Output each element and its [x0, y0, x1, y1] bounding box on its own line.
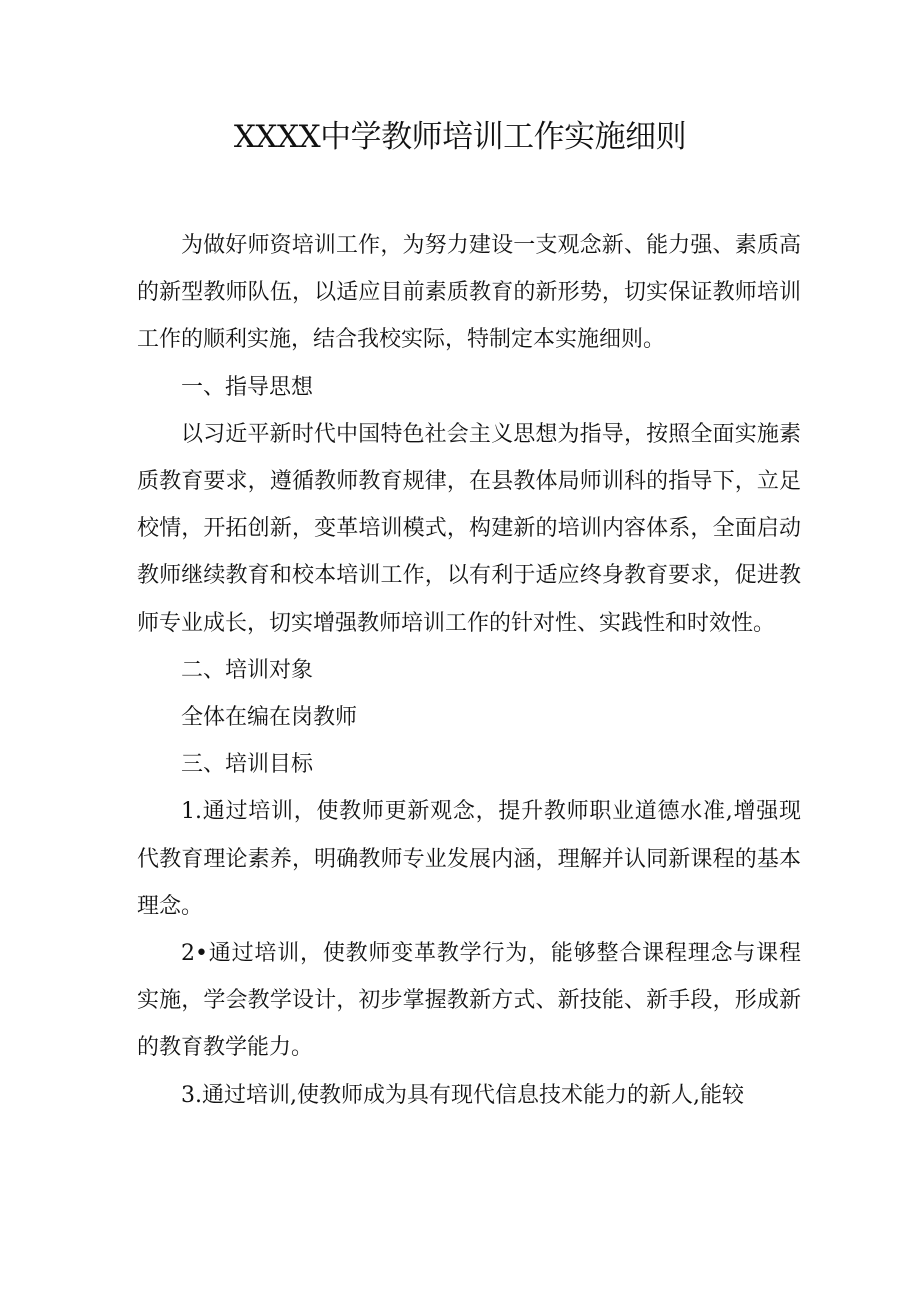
- goal-item-2: 2•通过培训，使教师变革教学行为，能够整合课程理念与课程实施，学会教学设计，初步掌握教新方式、新技能、新手段，形成新的教育教学能力。: [137, 941, 801, 1061]
- goal-item-1: 1.通过培训，使教师更新观念，提升教师职业道德水准,增强现代教育理论素养，明确教师专业发展内涵，理解并认同新课程的基本理念。: [137, 799, 801, 919]
- section-heading-training-goals: 三、培训目标: [181, 752, 314, 778]
- section-heading-training-target: 二、培训对象: [181, 657, 314, 683]
- document-title: XXXX中学教师培训工作实施细则: [233, 119, 687, 155]
- training-target-paragraph: 全体在编在岗教师: [181, 705, 358, 731]
- document-body: [137, 222, 801, 1119]
- intro-paragraph: 为做好师资培训工作，为努力建设一支观念新、能力强、素质高的新型教师队伍，以适应目前素质教育的新形势，切实保证教师培训工作的顺利实施，结合我校实际，特制定本实施细则。: [137, 233, 801, 353]
- goal-item-3: 3.通过培训,使教师成为具有现代信息技术能力的新人,能较: [181, 1082, 744, 1108]
- guiding-thought-paragraph: 以习近平新时代中国特色社会主义思想为指导，按照全面实施素质教育要求，遵循教师教育规律，在县教体局师训科的指导下，立足校情，开拓创新，变革培训模式，构建新的培训内容体系，全面启动教师继续教育和校本培训工作，以有利于适应终身教育要求，促进教师专业成长，切实增强教师培训工作的针对性、实践性和时效性。: [137, 421, 801, 636]
- section-heading-guiding-thought: 一、指导思想: [181, 374, 314, 400]
